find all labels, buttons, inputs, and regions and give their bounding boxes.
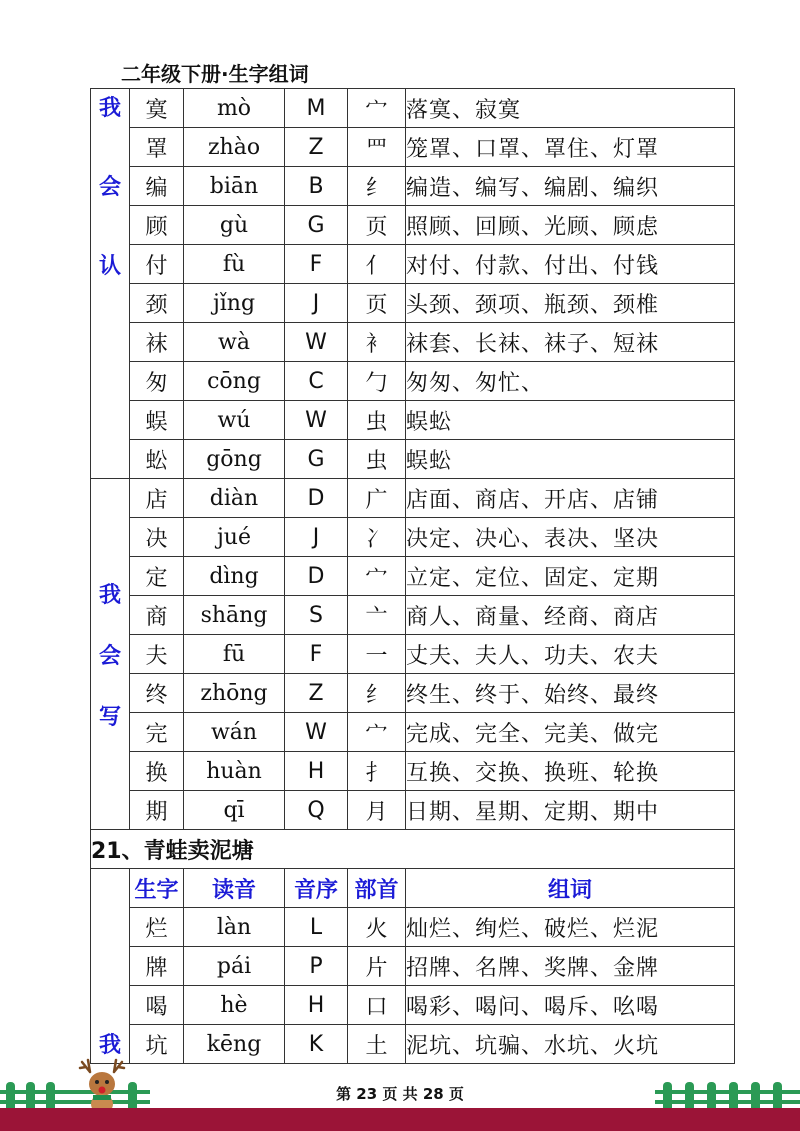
order-cell: Z xyxy=(285,128,348,167)
group-label xyxy=(91,869,130,1064)
order-cell: W xyxy=(285,323,348,362)
radical-cell: 虫 xyxy=(348,440,406,479)
table-row xyxy=(91,362,735,401)
order-cell: W xyxy=(285,713,348,752)
order-cell: D xyxy=(285,479,348,518)
words-cell: 丈夫、夫人、功夫、农夫 xyxy=(406,635,735,674)
words-cell: 笼罩、口罩、罩住、灯罩 xyxy=(406,128,735,167)
words-cell: 灿烂、绚烂、破烂、烂泥 xyxy=(406,908,735,947)
table-row xyxy=(91,791,735,830)
radical-cell: 扌 xyxy=(348,752,406,791)
pinyin-cell: zhōng xyxy=(184,674,285,713)
column-header-char: 生字 xyxy=(130,869,184,908)
char-cell: 坑 xyxy=(130,1025,184,1064)
radical-cell: 罒 xyxy=(348,128,406,167)
table-row xyxy=(91,557,735,596)
table-row xyxy=(91,674,735,713)
words-cell: 互换、交换、换班、轮换 xyxy=(406,752,735,791)
group-label-char: 我 xyxy=(98,96,121,121)
table-row xyxy=(91,986,735,1025)
pinyin-cell: fù xyxy=(184,245,285,284)
pinyin-cell: wà xyxy=(184,323,285,362)
order-cell: C xyxy=(285,362,348,401)
char-cell: 完 xyxy=(130,713,184,752)
group-label-char: 写 xyxy=(98,704,121,730)
order-cell: K xyxy=(285,1025,348,1064)
radical-cell: 一 xyxy=(348,635,406,674)
pinyin-cell: wán xyxy=(184,713,285,752)
radical-cell: 页 xyxy=(348,206,406,245)
char-cell: 换 xyxy=(130,752,184,791)
char-cell: 商 xyxy=(130,596,184,635)
words-cell: 蜈蚣 xyxy=(406,440,735,479)
words-cell: 终生、终于、始终、最终 xyxy=(406,674,735,713)
order-cell: G xyxy=(285,440,348,479)
table-row xyxy=(91,1025,735,1064)
order-cell: M xyxy=(285,89,348,128)
pinyin-cell: qī xyxy=(184,791,285,830)
char-cell: 罩 xyxy=(130,128,184,167)
pinyin-cell: gōng xyxy=(184,440,285,479)
char-cell: 终 xyxy=(130,674,184,713)
words-cell: 喝彩、喝问、喝斥、吆喝 xyxy=(406,986,735,1025)
table-row xyxy=(91,128,735,167)
order-cell: S xyxy=(285,596,348,635)
vocab-table xyxy=(90,88,735,1064)
char-cell: 编 xyxy=(130,167,184,206)
pinyin-cell: fū xyxy=(184,635,285,674)
page-title: 二年级下册·生字组词 xyxy=(121,62,309,86)
char-cell: 顾 xyxy=(130,206,184,245)
radical-cell: 月 xyxy=(348,791,406,830)
order-cell: F xyxy=(285,635,348,674)
char-cell: 匆 xyxy=(130,362,184,401)
radical-cell: 纟 xyxy=(348,674,406,713)
table-row xyxy=(91,635,735,674)
pinyin-cell: zhào xyxy=(184,128,285,167)
pinyin-cell: jué xyxy=(184,518,285,557)
words-cell: 店面、商店、开店、店铺 xyxy=(406,479,735,518)
table-row xyxy=(91,947,735,986)
words-cell: 照顾、回顾、光顾、顾虑 xyxy=(406,206,735,245)
char-cell: 蜈 xyxy=(130,401,184,440)
radical-cell: 纟 xyxy=(348,167,406,206)
char-cell: 店 xyxy=(130,479,184,518)
char-cell: 夫 xyxy=(130,635,184,674)
words-cell: 招牌、名牌、奖牌、金牌 xyxy=(406,947,735,986)
column-header-order: 音序 xyxy=(285,869,348,908)
char-cell: 牌 xyxy=(130,947,184,986)
table-row xyxy=(91,167,735,206)
radical-cell: 冫 xyxy=(348,518,406,557)
words-cell: 商人、商量、经商、商店 xyxy=(406,596,735,635)
radical-cell: 火 xyxy=(348,908,406,947)
table-row xyxy=(91,440,735,479)
pinyin-cell: huàn xyxy=(184,752,285,791)
table-row xyxy=(91,206,735,245)
group-label-char: 认 xyxy=(98,254,121,279)
words-cell: 完成、完全、完美、做完 xyxy=(406,713,735,752)
order-cell: G xyxy=(285,206,348,245)
pinyin-cell: jǐng xyxy=(184,284,285,323)
radical-cell: 宀 xyxy=(348,557,406,596)
words-cell: 头颈、颈项、瓶颈、颈椎 xyxy=(406,284,735,323)
table-row xyxy=(91,245,735,284)
order-cell: Q xyxy=(285,791,348,830)
table-row xyxy=(91,908,735,947)
group-label xyxy=(91,89,130,479)
table-row xyxy=(91,323,735,362)
lesson-title: 21、青蛙卖泥塘 xyxy=(91,830,735,869)
radical-cell: 宀 xyxy=(348,89,406,128)
order-cell: Z xyxy=(285,674,348,713)
table-row xyxy=(91,752,735,791)
char-cell: 决 xyxy=(130,518,184,557)
table-row xyxy=(91,713,735,752)
order-cell: J xyxy=(285,518,348,557)
pinyin-cell: wú xyxy=(184,401,285,440)
order-cell: B xyxy=(285,167,348,206)
pinyin-cell: làn xyxy=(184,908,285,947)
words-cell: 立定、定位、固定、定期 xyxy=(406,557,735,596)
char-cell: 颈 xyxy=(130,284,184,323)
words-cell: 蜈蚣 xyxy=(406,401,735,440)
table-row xyxy=(91,89,735,128)
words-cell: 泥坑、坑骗、水坑、火坑 xyxy=(406,1025,735,1064)
char-cell: 付 xyxy=(130,245,184,284)
char-cell: 喝 xyxy=(130,986,184,1025)
words-cell: 编造、编写、编剧、编织 xyxy=(406,167,735,206)
group-label-char: 我 xyxy=(98,1033,121,1058)
radical-cell: 宀 xyxy=(348,713,406,752)
char-cell: 寞 xyxy=(130,89,184,128)
char-cell: 袜 xyxy=(130,323,184,362)
table-row xyxy=(91,518,735,557)
column-header-radical: 部首 xyxy=(348,869,406,908)
group-label-char: 我 xyxy=(98,582,121,608)
order-cell: W xyxy=(285,401,348,440)
table-row xyxy=(91,596,735,635)
lesson-title-row xyxy=(91,830,735,869)
group-label-char: 会 xyxy=(98,643,121,669)
char-cell: 蚣 xyxy=(130,440,184,479)
words-cell: 日期、星期、定期、期中 xyxy=(406,791,735,830)
table-row xyxy=(91,401,735,440)
radical-cell: 虫 xyxy=(348,401,406,440)
words-cell: 对付、付款、付出、付钱 xyxy=(406,245,735,284)
group-label-char: 会 xyxy=(98,175,121,200)
char-cell: 定 xyxy=(130,557,184,596)
order-cell: H xyxy=(285,752,348,791)
footer-band xyxy=(0,1108,800,1131)
words-cell: 匆匆、匆忙、 xyxy=(406,362,735,401)
pinyin-cell: shāng xyxy=(184,596,285,635)
radical-cell: 亠 xyxy=(348,596,406,635)
order-cell: H xyxy=(285,986,348,1025)
radical-cell: 口 xyxy=(348,986,406,1025)
page-number: 第 23 页 共 28 页 xyxy=(336,1085,464,1103)
radical-cell: 衤 xyxy=(348,323,406,362)
pinyin-cell: diàn xyxy=(184,479,285,518)
radical-cell: 勹 xyxy=(348,362,406,401)
pinyin-cell: kēng xyxy=(184,1025,285,1064)
radical-cell: 广 xyxy=(348,479,406,518)
order-cell: L xyxy=(285,908,348,947)
radical-cell: 亻 xyxy=(348,245,406,284)
table-row xyxy=(91,284,735,323)
pinyin-cell: biān xyxy=(184,167,285,206)
char-cell: 期 xyxy=(130,791,184,830)
column-header-pinyin: 读音 xyxy=(184,869,285,908)
order-cell: P xyxy=(285,947,348,986)
radical-cell: 页 xyxy=(348,284,406,323)
radical-cell: 土 xyxy=(348,1025,406,1064)
table-row xyxy=(91,479,735,518)
pinyin-cell: gù xyxy=(184,206,285,245)
words-cell: 决定、决心、表决、坚决 xyxy=(406,518,735,557)
order-cell: J xyxy=(285,284,348,323)
pinyin-cell: pái xyxy=(184,947,285,986)
pinyin-cell: dìng xyxy=(184,557,285,596)
order-cell: D xyxy=(285,557,348,596)
pinyin-cell: mò xyxy=(184,89,285,128)
order-cell: F xyxy=(285,245,348,284)
char-cell: 烂 xyxy=(130,908,184,947)
words-cell: 袜套、长袜、袜子、短袜 xyxy=(406,323,735,362)
group-label xyxy=(91,479,130,830)
words-cell: 落寞、寂寞 xyxy=(406,89,735,128)
radical-cell: 片 xyxy=(348,947,406,986)
pinyin-cell: hè xyxy=(184,986,285,1025)
column-header-words: 组词 xyxy=(406,869,735,908)
header-row xyxy=(91,869,735,908)
pinyin-cell: cōng xyxy=(184,362,285,401)
